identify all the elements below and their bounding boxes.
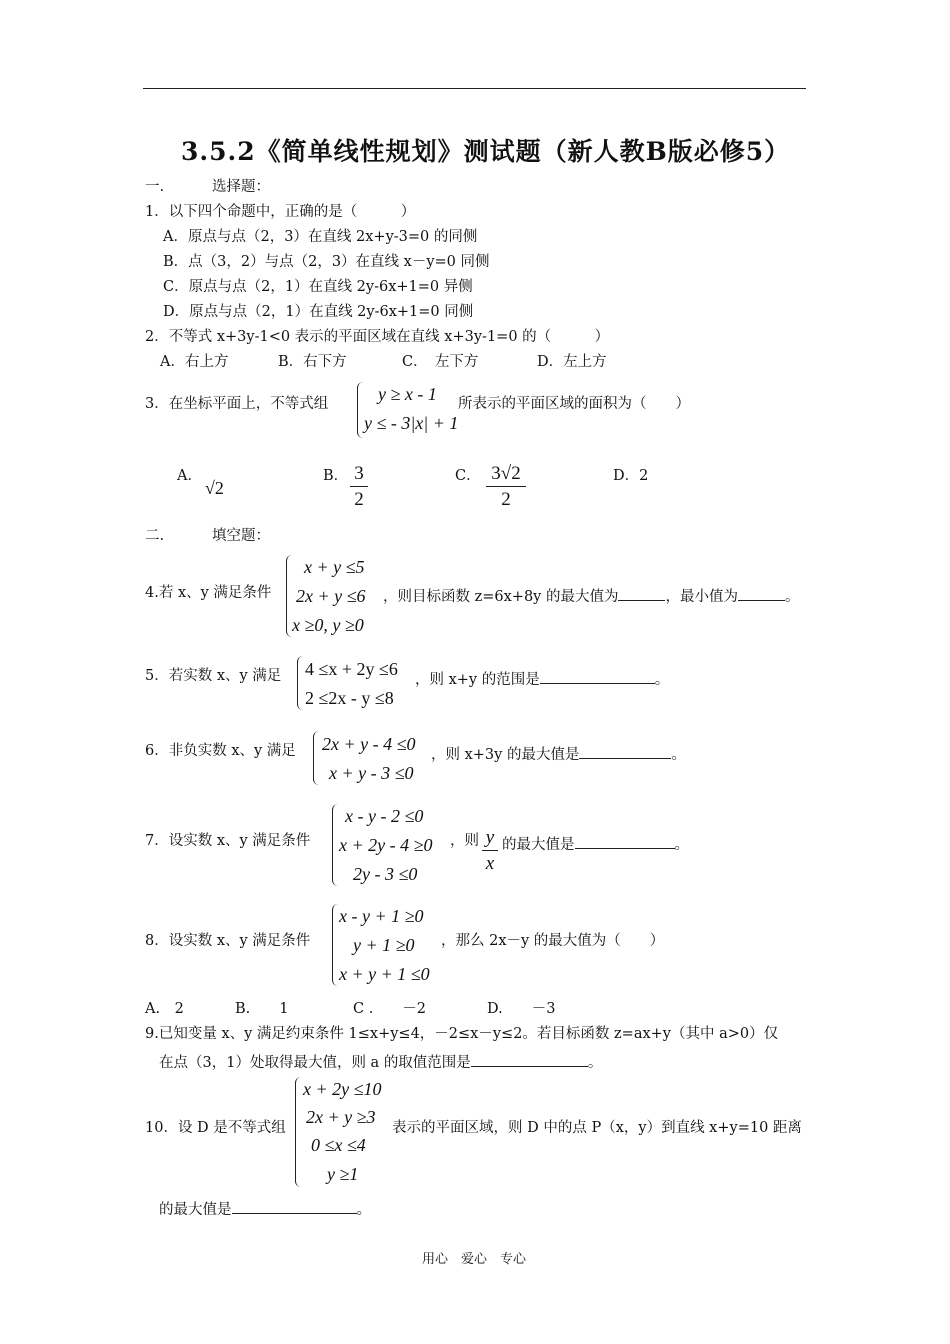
- q6-inequality-1: 2x + y - 4 ≤0: [322, 734, 416, 754]
- q1-option-d: D．原点与点（2，1）在直线 2y-6x+1=0 同侧: [163, 304, 474, 320]
- q4-stem: 4.若 x、y 满足条件: [145, 585, 272, 601]
- q7-fraction-bar: [482, 850, 498, 851]
- q4-inequality-1: x + y ≤5: [304, 557, 365, 577]
- q6-text: [431, 744, 686, 763]
- q8-inequality-3: x + y + 1 ≤0: [339, 964, 430, 984]
- q10-stem: 10．设 D 是不等式组: [145, 1120, 286, 1136]
- q7-inequality-3: 2y - 3 ≤0: [353, 864, 418, 884]
- q3-option-b-numerator: 3: [354, 463, 364, 484]
- q8-option-c: C . －2: [353, 1001, 427, 1017]
- q3-option-c-label: C．: [455, 468, 481, 484]
- q10-text-end: 。: [356, 1202, 371, 1218]
- q7-fraction: [482, 828, 498, 873]
- q7-fraction-numerator: y: [485, 827, 495, 848]
- q8-option-b: B. 1: [235, 1001, 289, 1017]
- q8-option-a: A. 2: [145, 1001, 184, 1017]
- q7-text-end: 。: [674, 837, 689, 853]
- q5-inequality-2: 2 ≤2x - y ≤8: [305, 688, 394, 708]
- q9-line-2-text: 在点（3，1）处取得最大值，则 a 的取值范围是: [159, 1055, 471, 1071]
- q10-line-2: [159, 1199, 371, 1218]
- q4-text: [383, 586, 799, 605]
- q5-stem: 5．若实数 x、y 满足: [145, 668, 282, 684]
- q3-stem-post: 所表示的平面区域的面积为（ ）: [458, 396, 690, 412]
- q7-blank[interactable]: [575, 834, 675, 849]
- q2-option-c: C． 左下方: [402, 354, 479, 370]
- q3-option-c-fraction-bar: [486, 486, 526, 487]
- q4-inequality-3: x ≥0, y ≥0: [292, 615, 364, 635]
- q10-brace: [295, 1077, 302, 1187]
- q4-min-blank[interactable]: [738, 586, 785, 601]
- q6-text-end: 。: [671, 747, 686, 763]
- q5-inequality-1: 4 ≤x + 2y ≤6: [305, 659, 398, 679]
- q6-inequality-2: x + y - 3 ≤0: [329, 763, 414, 783]
- q6-blank[interactable]: [579, 744, 671, 759]
- q9-line-1: 9.已知变量 x、y 满足约束条件 1≤x+y≤4，－2≤x－y≤2。若目标函数 z=ax+y（其中 a>0）仅: [145, 1026, 779, 1042]
- q4-text-end: 。: [784, 589, 800, 605]
- section-1-label: 选择题：: [212, 179, 270, 195]
- q10-inequality-4: y ≥1: [327, 1164, 359, 1184]
- q3-option-c-denominator: 2: [501, 489, 511, 510]
- q7-inequality-2: x + 2y - 4 ≥0: [339, 835, 433, 855]
- q6-text-post: ，则 x+3y 的最大值是: [431, 747, 580, 763]
- q4-max-blank[interactable]: [618, 586, 665, 601]
- q3-option-a-label: A．: [177, 468, 202, 484]
- q8-inequality-2: y + 1 ≥0: [353, 935, 415, 955]
- q5-text-post: ，则 x+y 的范围是: [415, 672, 540, 688]
- q7-stem: 7．设实数 x、y 满足条件: [145, 833, 311, 849]
- q5-blank[interactable]: [540, 669, 655, 684]
- q9-line-2: [159, 1052, 602, 1071]
- q10-inequality-3: 0 ≤x ≤4: [311, 1135, 366, 1155]
- q5-text-end: 。: [654, 672, 670, 688]
- section-2-number: 二.: [145, 528, 165, 544]
- q10-inequality-2: 2x + y ≥3: [306, 1107, 376, 1127]
- q3-option-b-fraction-bar: [350, 486, 368, 487]
- q7-text: [502, 834, 689, 853]
- q2-option-a: A．右上方: [160, 354, 229, 370]
- q4-text-post: ，则目标函数 z=6x+8y 的最大值为: [383, 589, 619, 605]
- q8-brace: [332, 904, 339, 986]
- q8-option-d: D. －3: [487, 1001, 556, 1017]
- q3-option-b-denominator: 2: [354, 489, 364, 510]
- q7-fraction-denominator: x: [485, 853, 495, 874]
- q4-inequality-2: 2x + y ≤6: [296, 586, 366, 606]
- q1-option-c: C．原点与点（2，1）在直线 2y-6x+1=0 异侧: [163, 279, 473, 295]
- q8-text-post: ，那么 2x－y 的最大值为（ ）: [441, 933, 665, 949]
- q3-option-d: D．2: [613, 468, 649, 484]
- q6-stem: 6．非负实数 x、y 满足: [145, 743, 296, 759]
- page-footer: 用心 爱心 专心: [422, 1252, 527, 1267]
- q2-option-d: D．左上方: [537, 354, 607, 370]
- q1-option-a: A．原点与点（2，3）在直线 2x+y-3=0 的同侧: [163, 229, 478, 245]
- q9-text-end: 。: [587, 1055, 603, 1071]
- q4-text-mid: ，最小值为: [665, 589, 738, 605]
- q3-inequality-1: y ≥ x - 1: [378, 384, 437, 404]
- q10-blank[interactable]: [232, 1199, 357, 1214]
- q1-stem: 1．以下四个命题中，正确的是（ ）: [145, 204, 416, 220]
- q1-option-b: B．点（3，2）与点（2，3）在直线 x－y=0 同侧: [163, 254, 490, 270]
- q5-text: [415, 669, 669, 688]
- q10-line-2-text: 的最大值是: [159, 1202, 232, 1218]
- page-title: 3.5.2《简单线性规划》测试题（新人教B版必修5）: [181, 137, 791, 166]
- q3-option-b-fraction: [350, 464, 368, 509]
- q2-stem: 2．不等式 x+3y-1<0 表示的平面区域在直线 x+3y-1=0 的（ ）: [145, 329, 610, 345]
- q10-inequality-1: x + 2y ≤10: [303, 1079, 382, 1099]
- q3-option-b-label: B．: [323, 468, 349, 484]
- q3-inequality-2: y ≤ - 3|x| + 1: [364, 413, 459, 433]
- q8-inequality-1: x - y + 1 ≥0: [339, 906, 424, 926]
- q8-stem: 8．设实数 x、y 满足条件: [145, 933, 311, 949]
- q3-option-a-value: √2: [205, 478, 224, 498]
- q3-option-c-fraction: [486, 464, 526, 509]
- q6-brace: [313, 731, 320, 785]
- section-1-number: 一.: [145, 179, 165, 195]
- q5-brace: [297, 656, 304, 710]
- q7-text-post2: 的最大值是: [502, 837, 575, 853]
- q2-option-b: B．右下方: [278, 354, 347, 370]
- q7-text-post: ，则: [450, 833, 479, 849]
- section-2-label: 填空题：: [212, 528, 270, 544]
- q3-option-c-numerator: 3√2: [491, 463, 521, 484]
- q7-inequality-1: x - y - 2 ≤0: [345, 806, 424, 826]
- q3-brace: [357, 382, 364, 438]
- q9-blank[interactable]: [471, 1052, 588, 1067]
- q3-stem: 3．在坐标平面上，不等式组: [145, 396, 329, 412]
- header-rule: [143, 88, 806, 89]
- q7-brace: [332, 804, 339, 886]
- q10-text-post: 表示的平面区域，则 D 中的点 P（x，y）到直线 x+y=10 距离: [392, 1120, 802, 1136]
